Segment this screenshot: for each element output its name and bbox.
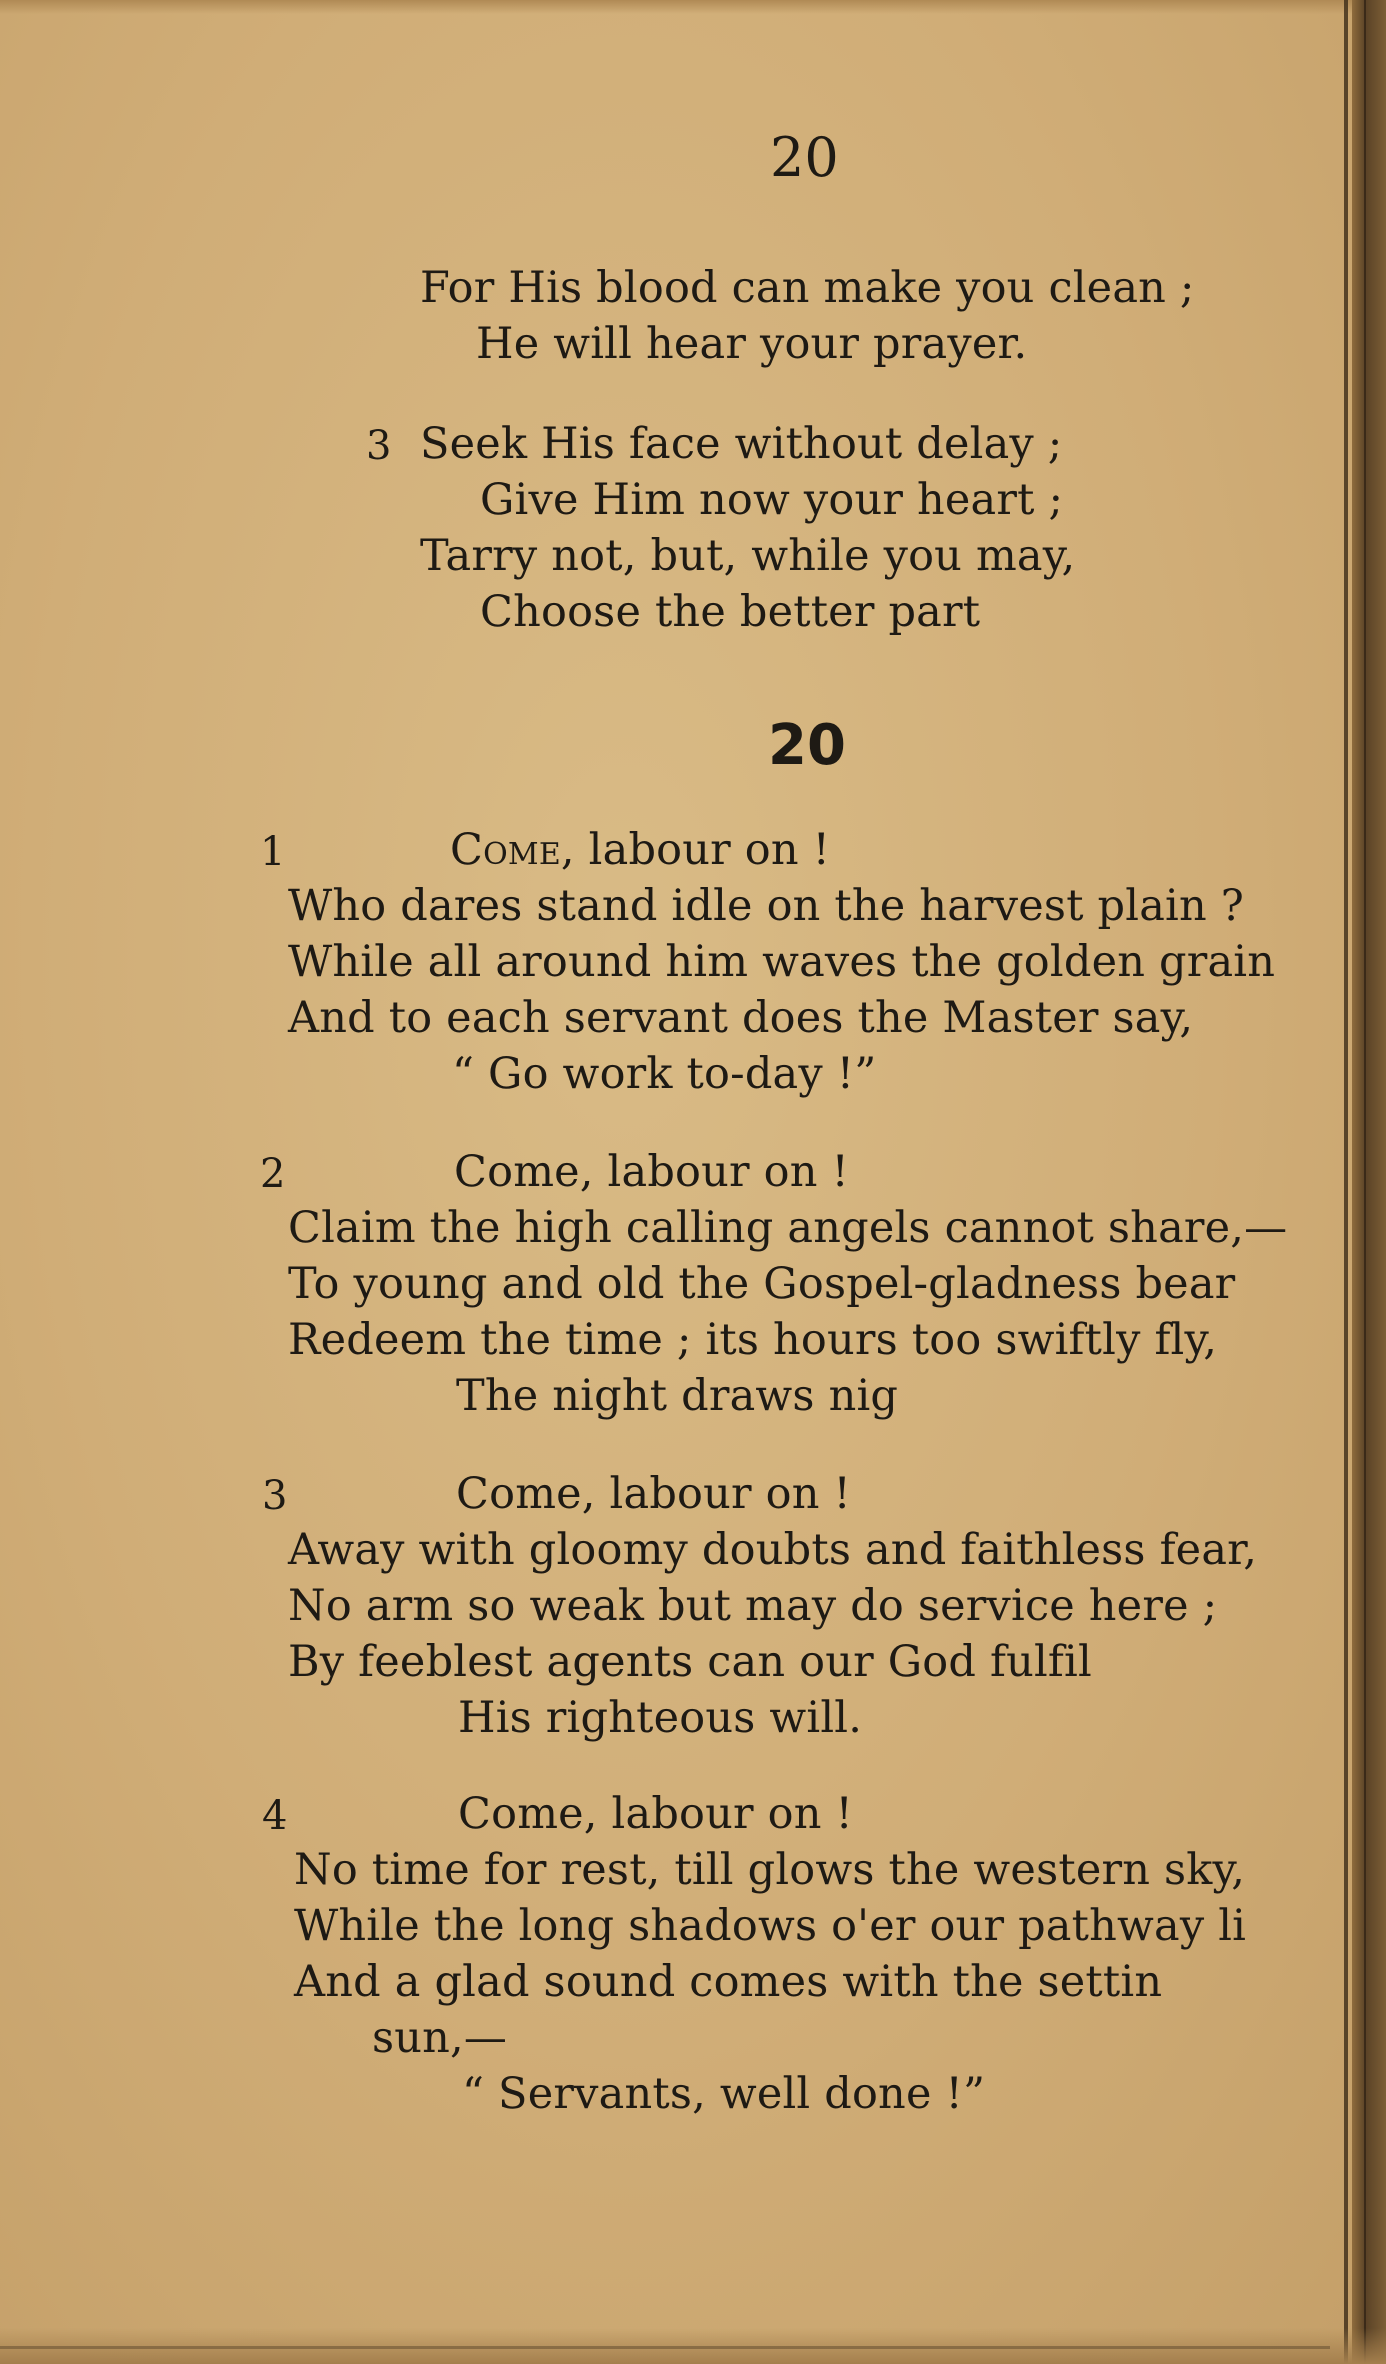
stanza-3-line-4: His righteous will. (458, 1693, 863, 1743)
stanza-2-line-1: Claim the high calling angels cannot share,— (288, 1203, 1288, 1253)
book-spine (1352, 0, 1386, 2364)
continuation-line-2: He will hear your prayer. (476, 319, 1028, 369)
bottom-rule (0, 2346, 1330, 2349)
stanza-2-line-4: The night draws nig (456, 1371, 899, 1421)
page-number: 20 (770, 126, 839, 189)
stanza-1-first-rest: , labour on ! (560, 825, 831, 875)
stanza-1-line-4: “ Go work to-day !” (452, 1049, 877, 1099)
hymn-number: 20 (768, 713, 846, 778)
stanza-1-first-line (450, 824, 830, 876)
stanza-2-line-3: Redeem the time ; its hours too swiftly fly, (288, 1315, 1218, 1365)
stanza-3-number: 3 (262, 1473, 288, 1519)
page-top-shadow (0, 0, 1386, 14)
prev-verse-line-4: Choose the better part (480, 587, 981, 637)
stanza-3-line-1: Away with gloomy doubts and faithless fear, (288, 1525, 1258, 1575)
stanza-4-line-1: No time for rest, till glows the western sky, (294, 1845, 1246, 1895)
stanza-3-line-2: No arm so weak but may do service here ; (288, 1581, 1218, 1631)
prev-verse-number: 3 (366, 423, 392, 469)
stanza-3-first-line: Come, labour on ! (456, 1469, 851, 1519)
spine-edge (1364, 0, 1366, 2364)
stanza-3-line-3: By feeblest agents can our God fulfil (288, 1637, 1092, 1687)
stanza-4-number: 4 (262, 1793, 288, 1839)
stanza-1-line-2: While all around him waves the golden grain (288, 937, 1276, 987)
stanza-2-first-line: Come, labour on ! (454, 1147, 849, 1197)
stanza-1-lead-word: Come (450, 825, 561, 875)
prev-verse-line-1: Seek His face without delay ; (420, 419, 1063, 469)
continuation-line-1: For His blood can make you clean ; (420, 263, 1195, 313)
prev-verse-line-3: Tarry not, but, while you may, (420, 531, 1076, 581)
stanza-4-line-2: While the long shadows o'er our pathway li (294, 1901, 1247, 1951)
spine-shadow (1344, 0, 1348, 2364)
stanza-1-number: 1 (260, 829, 286, 875)
stanza-4-line-3: And a glad sound comes with the settin (294, 1957, 1163, 2007)
stanza-4-line-4: sun,— (372, 2013, 508, 2063)
stanza-1-line-1: Who dares stand idle on the harvest plain ? (288, 881, 1245, 931)
stanza-2-number: 2 (260, 1151, 286, 1197)
stanza-4-line-5: “ Servants, well done !” (462, 2069, 986, 2119)
stanza-2-line-2: To young and old the Gospel-gladness bear (288, 1259, 1236, 1309)
prev-verse-line-2: Give Him now your heart ; (480, 475, 1064, 525)
stanza-1-line-3: And to each servant does the Master say, (288, 993, 1194, 1043)
stanza-4-first-line: Come, labour on ! (458, 1789, 853, 1839)
